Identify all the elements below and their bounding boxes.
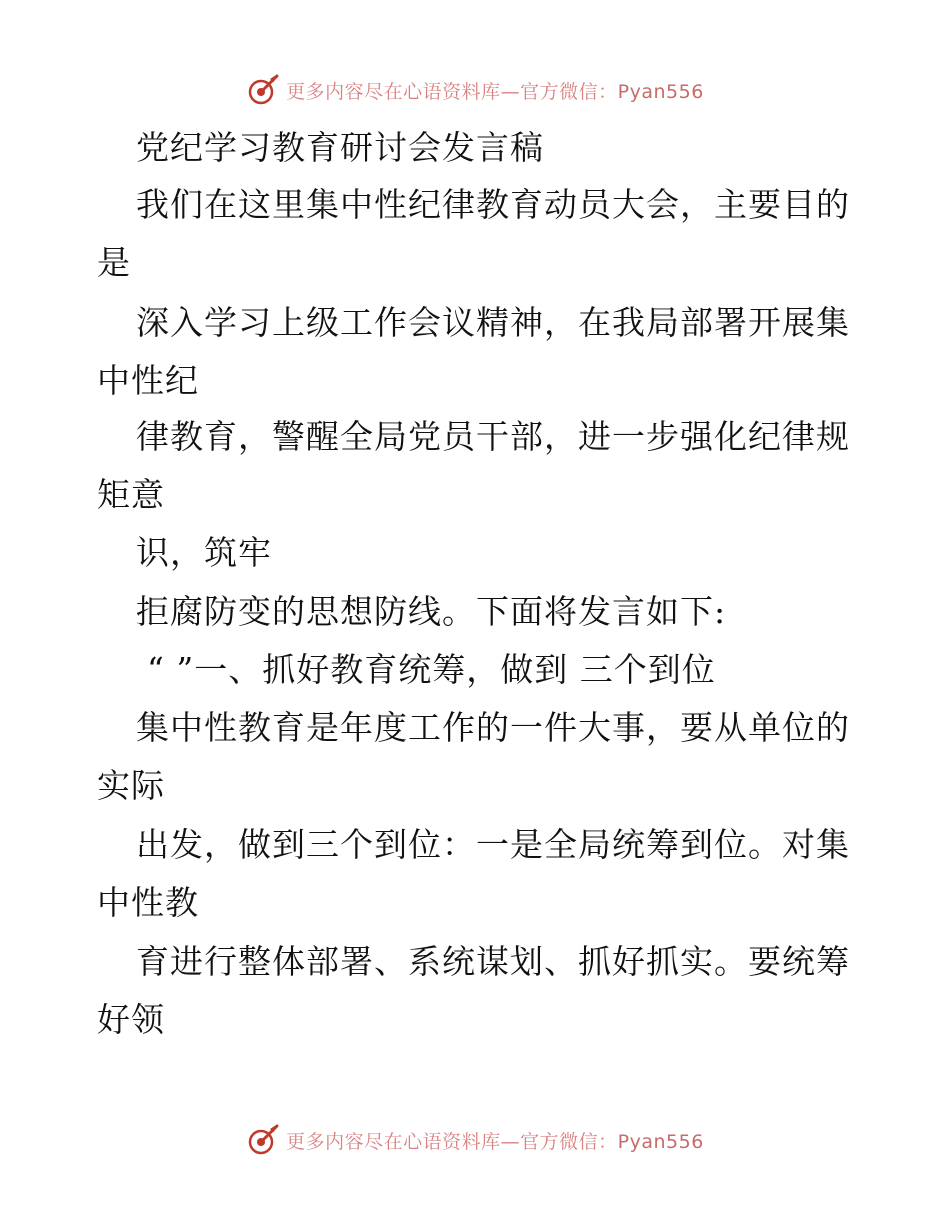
footer-watermark: [0, 1120, 950, 1160]
paragraph-line: “ ”一、抓好教育统筹，做到 三个到位: [147, 650, 716, 689]
paragraph-line: 中性纪: [97, 361, 199, 400]
paragraph-line: 律教育，警醒全局党员干部，进一步强化纪律规: [136, 417, 850, 456]
quill-logo-icon: [246, 1123, 280, 1157]
watermark-text: 更多内容尽在心语资料库—官方微信：Pyan556: [286, 80, 704, 103]
paragraph-line: 是: [97, 243, 131, 282]
paragraph-line: 好领: [97, 1000, 165, 1039]
quill-logo-icon: [246, 73, 280, 107]
paragraph-line: 出发，做到三个到位：一是全局统筹到位。对集: [136, 825, 850, 864]
paragraph-line: 深入学习上级工作会议精神，在我局部署开展集: [136, 303, 850, 342]
watermark-text: 更多内容尽在心语资料库—官方微信：Pyan556: [286, 1130, 704, 1153]
header-watermark: [0, 70, 950, 110]
paragraph-line: 集中性教育是年度工作的一件大事，要从单位的: [136, 708, 850, 747]
document-title: 党纪学习教育研讨会发言稿: [136, 128, 544, 167]
paragraph-line: 实际: [97, 766, 165, 805]
paragraph-line: 我们在这里集中性纪律教育动员大会，主要目的: [136, 185, 850, 224]
paragraph-line: 拒腐防变的思想防线。下面将发言如下:: [136, 592, 727, 631]
paragraph-line: 中性教: [97, 883, 199, 922]
paragraph-line: 识，筑牢: [136, 533, 272, 572]
paragraph-line: 育进行整体部署、系统谋划、抓好抓实。要统筹: [136, 942, 850, 981]
paragraph-line: 矩意: [97, 475, 165, 514]
